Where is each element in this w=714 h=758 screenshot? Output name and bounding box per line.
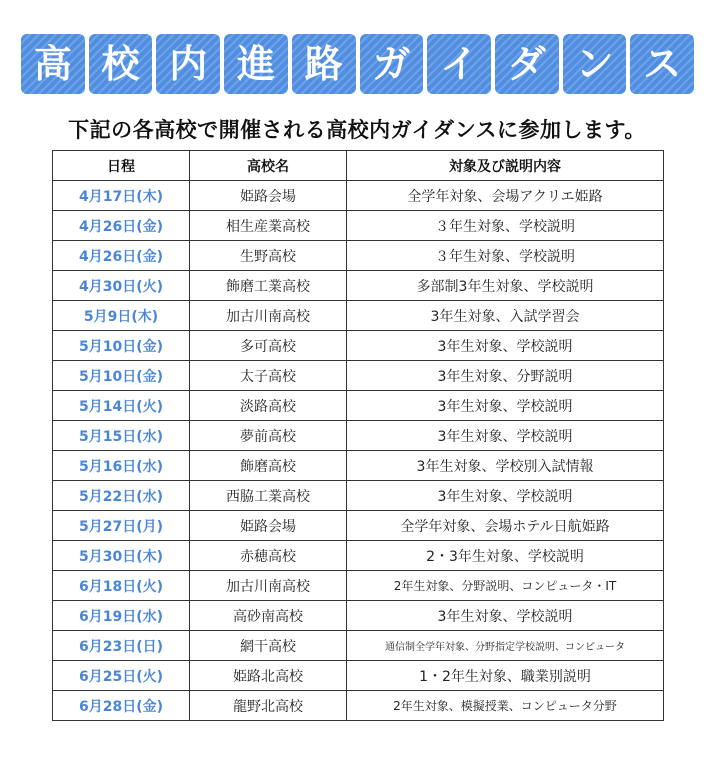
- row-content: ３年生対象、学校説明: [347, 241, 664, 271]
- table-row: [53, 661, 664, 691]
- table-row: [53, 511, 664, 541]
- table-row: [53, 361, 664, 391]
- row-date: 5月30日(木): [53, 541, 190, 571]
- title-char-tile: 路: [292, 34, 356, 94]
- title-char-tile: ガ: [360, 34, 424, 94]
- row-school: 高砂南高校: [190, 601, 347, 631]
- row-content: 2年生対象、分野説明、コンピュータ・IT: [347, 571, 664, 601]
- table-row: [53, 571, 664, 601]
- row-content: 全学年対象、会場ホテル日航姫路: [347, 511, 664, 541]
- table-row: [53, 391, 664, 421]
- row-content: 多部制3年生対象、学校説明: [347, 271, 664, 301]
- title-char-tile: 進: [224, 34, 288, 94]
- row-school: 赤穂高校: [190, 541, 347, 571]
- row-content: ３年生対象、学校説明: [347, 211, 664, 241]
- row-date: 6月23日(日): [53, 631, 190, 661]
- row-content: 3年生対象、学校説明: [347, 421, 664, 451]
- table-row: [53, 301, 664, 331]
- title-char-tile: ス: [630, 34, 694, 94]
- row-date: 5月10日(金): [53, 361, 190, 391]
- table-row: [53, 691, 664, 721]
- table-row: [53, 211, 664, 241]
- row-content: 3年生対象、学校説明: [347, 391, 664, 421]
- title-banner: [21, 34, 694, 94]
- title-char-tile: イ: [427, 34, 491, 94]
- row-content: 3年生対象、分野説明: [347, 361, 664, 391]
- row-school: 西脇工業高校: [190, 481, 347, 511]
- row-content: 3年生対象、入試学習会: [347, 301, 664, 331]
- subtitle: 下記の各高校で開催される高校内ガイダンスに参加します。: [68, 118, 646, 142]
- row-date: 5月15日(水): [53, 421, 190, 451]
- row-content: 3年生対象、学校説明: [347, 331, 664, 361]
- row-date: 6月28日(金): [53, 691, 190, 721]
- table-row: [53, 541, 664, 571]
- row-content: 2・3年生対象、学校説明: [347, 541, 664, 571]
- row-content: 3年生対象、学校別入試情報: [347, 451, 664, 481]
- row-date: 4月26日(金): [53, 211, 190, 241]
- row-content: 3年生対象、学校説明: [347, 481, 664, 511]
- row-school: 相生産業高校: [190, 211, 347, 241]
- row-school: 網干高校: [190, 631, 347, 661]
- header-school: 高校名: [190, 151, 347, 181]
- row-date: 5月16日(水): [53, 451, 190, 481]
- title-char-tile: 校: [89, 34, 153, 94]
- row-date: 6月19日(水): [53, 601, 190, 631]
- title-char-tile: ダ: [495, 34, 559, 94]
- header-content: 対象及び説明内容: [347, 151, 664, 181]
- row-date: 5月22日(水): [53, 481, 190, 511]
- row-school: 姫路北高校: [190, 661, 347, 691]
- row-date: 4月17日(木): [53, 181, 190, 211]
- row-school: 姫路会場: [190, 511, 347, 541]
- table-header-row: [53, 151, 664, 181]
- row-content: 1・2年生対象、職業別説明: [347, 661, 664, 691]
- row-school: 姫路会場: [190, 181, 347, 211]
- row-school: 淡路高校: [190, 391, 347, 421]
- row-school: 飾磨高校: [190, 451, 347, 481]
- table-row: [53, 421, 664, 451]
- table-row: [53, 481, 664, 511]
- header-date: 日程: [53, 151, 190, 181]
- table-row: [53, 451, 664, 481]
- row-date: 5月9日(木): [53, 301, 190, 331]
- row-content: 通信制全学年対象、分野指定学校説明、コンピュータ: [347, 631, 664, 661]
- row-school: 多可高校: [190, 331, 347, 361]
- title-char-tile: 高: [21, 34, 85, 94]
- row-school: 加古川南高校: [190, 301, 347, 331]
- row-school: 加古川南高校: [190, 571, 347, 601]
- table-row: [53, 631, 664, 661]
- title-char-tile: ン: [563, 34, 627, 94]
- row-school: 龍野北高校: [190, 691, 347, 721]
- row-date: 5月27日(月): [53, 511, 190, 541]
- row-date: 4月26日(金): [53, 241, 190, 271]
- table-row: [53, 181, 664, 211]
- row-school: 夢前高校: [190, 421, 347, 451]
- table-row: [53, 241, 664, 271]
- row-school: 生野高校: [190, 241, 347, 271]
- table-row: [53, 271, 664, 301]
- title-char-tile: 内: [156, 34, 220, 94]
- row-content: 全学年対象、会場アクリエ姫路: [347, 181, 664, 211]
- row-school: 太子高校: [190, 361, 347, 391]
- row-date: 4月30日(火): [53, 271, 190, 301]
- row-date: 5月14日(火): [53, 391, 190, 421]
- row-content: 2年生対象、模擬授業、コンピュータ分野: [347, 691, 664, 721]
- table-row: [53, 331, 664, 361]
- row-date: 6月18日(火): [53, 571, 190, 601]
- row-content: 3年生対象、学校説明: [347, 601, 664, 631]
- guidance-schedule-table: [52, 150, 664, 721]
- row-school: 飾磨工業高校: [190, 271, 347, 301]
- row-date: 6月25日(火): [53, 661, 190, 691]
- table-row: [53, 601, 664, 631]
- row-date: 5月10日(金): [53, 331, 190, 361]
